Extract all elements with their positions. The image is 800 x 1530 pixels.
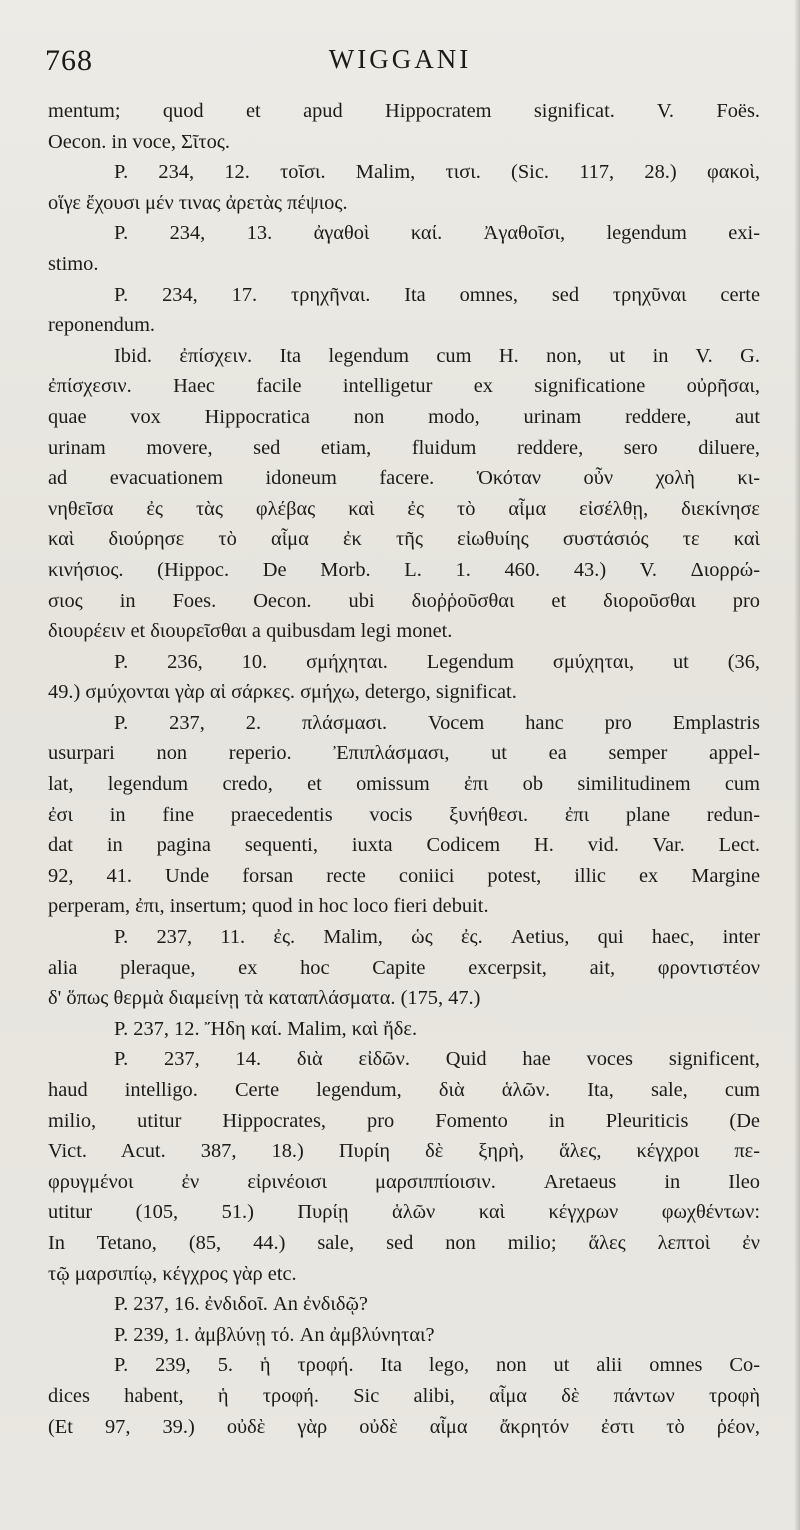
text-line: P. 239, 5. ἡ τροφή. Ita lego, non ut alii omnes Co-	[114, 1354, 760, 1377]
text-line: P. 234, 17. τρηχῆναι. Ita omnes, sed τρηχῦναι certe	[114, 283, 760, 306]
text-line: haud intelligo. Certe legendum, διὰ ἁλῶν. Ita, sale, cum	[48, 1079, 760, 1101]
text-line: P. 237, 12. Ἤδη καί. Malim, καὶ ἤδε.	[114, 1017, 418, 1040]
text-line: usurpari non reperio. Ἐπιπλάσμασι, ut ea semper appel-	[48, 742, 760, 765]
text-line: P. 234, 13. ἀγαθοὶ καί. Ἀγαθοῖσι, legendum exi-	[114, 222, 760, 245]
page-number: 768	[45, 44, 93, 77]
text-line: τῷ μαρσιπίῳ, κέγχρος γὰρ etc.	[48, 1262, 297, 1285]
text-line: P. 237, 11. ἐς. Malim, ὡς ἐς. Aetius, qui haec, inter	[114, 926, 760, 949]
text-line: stimo.	[48, 252, 99, 275]
text-line: P. 237, 2. πλάσμασι. Vocem hanc pro Emplastris	[114, 711, 760, 734]
text-line: lat, legendum credo, et omissum ἐπι ob similitudinem cum	[48, 773, 760, 796]
text-line: P. 239, 1. ἀμβλύνῃ τό. An ἀμβλύνηται?	[114, 1323, 435, 1346]
text-line: (Et 97, 39.) οὐδὲ γὰρ οὐδὲ αἷμα ἄκρητόν ἐστι τὸ ῥέον,	[48, 1415, 760, 1438]
text-line: 92, 41. Unde forsan recte coniici potest, illic ex Margine	[48, 864, 760, 887]
text-line: ad evacuationem idoneum facere. Ὁκόταν οὖν χολὴ κι-	[48, 467, 760, 490]
text-line: ἐσι in fine praecedentis vocis ξυνήθεσι. ἐπι plane redun-	[48, 803, 760, 826]
text-line: Vict. Acut. 387, 18.) Πυρίη δὲ ξηρὴ, ἅλες, κέγχροι πε-	[48, 1140, 760, 1163]
text-line: κινήσιος. (Hippoc. De Morb. L. 1. 460. 43.) V. Διορρώ-	[48, 558, 760, 581]
text-line: P. 237, 14. διὰ εἰδῶν. Quid hae voces significent,	[114, 1048, 760, 1071]
text-line: νηθεῖσα ἐς τὰς φλέβας καὶ ἐς τὸ αἷμα εἰσέλθῃ, διεκίνησε	[48, 497, 760, 520]
text-line: milio, utitur Hippocrates, pro Fomento in Pleuriticis (De	[48, 1109, 760, 1132]
text-line: σιος in Foes. Oecon. ubi διοῤῥοῦσθαι et διοροῦσθαι pro	[48, 589, 760, 612]
text-line: Ibid. ἐπίσχειν. Ita legendum cum H. non, ut in V. G.	[114, 344, 760, 367]
page-header	[40, 40, 760, 80]
text-line: alia pleraque, ex hoc Capite excerpsit, ait, φροντιστέον	[48, 956, 760, 979]
text-line: P. 236, 10. σμήχηται. Legendum σμύχηται, ut (36,	[114, 650, 760, 673]
text-line: P. 234, 12. τοῖσι. Malim, τισι. (Sic. 117, 28.) φακοὶ,	[114, 161, 760, 184]
text-line: dices habent, ἡ τροφή. Sic alibi, αἷμα δὲ πάντων τροφὴ	[48, 1384, 760, 1407]
text-line: οἵγε ἔχουσι μέν τινας ἀρετὰς πέψιος.	[48, 191, 348, 214]
text-line: In Tetano, (85, 44.) sale, sed non milio; ἅλες λεπτοὶ ἐν	[48, 1231, 760, 1254]
text-line: utitur (105, 51.) Πυρίῃ ἁλῶν καὶ κέγχρων φωχθέντων:	[48, 1201, 760, 1224]
text-line: P. 237, 16. ἐνδιδοῖ. An ἐνδιδῷ?	[114, 1293, 368, 1316]
text-line: 49.) σμύχονται γὰρ αἱ σάρκες. σμήχω, detergo, significat.	[48, 681, 517, 704]
text-line: dat in pagina sequenti, iuxta Codicem H. vid. Var. Lect.	[48, 834, 760, 857]
running-head: WIGGANI	[328, 44, 472, 74]
text-line: φρυγμένοι ἐν εἰρινέοισι μαρσιππίοισιν. Aretaeus in Ileo	[48, 1170, 760, 1193]
text-line: Oecon. in voce, Σῖτος.	[48, 130, 230, 153]
text-line: καὶ διούρησε τὸ αἷμα ἐκ τῆς εἰωθυίης συστάσιός τε καὶ	[48, 528, 760, 551]
text-line: mentum; quod et apud Hippocratem significat. V. Foës.	[48, 100, 760, 122]
text-line: perperam, ἐπι, insertum; quod in hoc loco fieri debuit.	[48, 895, 489, 918]
text-line: ἐπίσχεσιν. Haec facile intelligetur ex significatione οὐρῆσαι,	[48, 375, 760, 398]
text-line: quae vox Hippocratica non modo, urinam reddere, aut	[48, 405, 760, 428]
text-line: reponendum.	[48, 314, 156, 337]
body-text	[48, 96, 760, 1442]
page-edge-shadow	[794, 0, 800, 1530]
text-line: διουρέειν et διουρεῖσθαι a quibusdam legi monet.	[48, 620, 453, 643]
text-line: δ' ὅπως θερμὰ διαμείνῃ τὰ καταπλάσματα. (175, 47.)	[48, 987, 481, 1010]
text-line: urinam movere, sed etiam, fluidum reddere, sero diluere,	[48, 436, 760, 459]
